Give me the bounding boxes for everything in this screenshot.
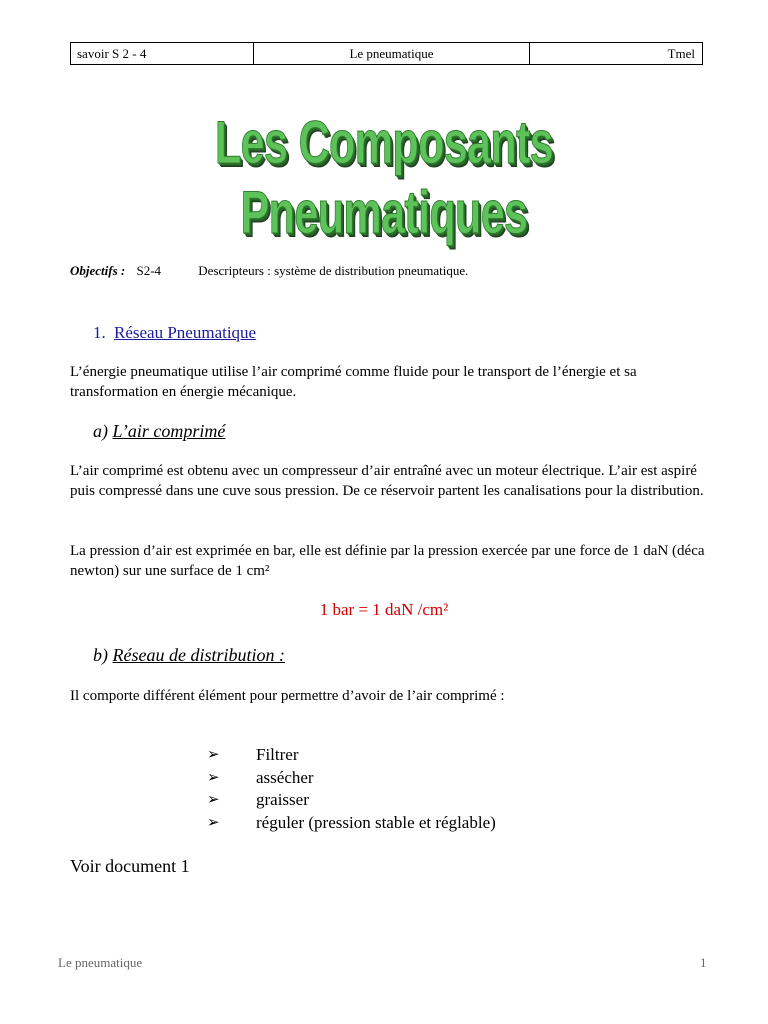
objectives-label: Objectifs : <box>70 263 126 278</box>
subsection-heading-a <box>93 421 225 442</box>
arrow-bullet-icon: ➢ <box>207 747 220 763</box>
intro-paragraph: L’énergie pneumatique utilise l’air comprimé comme fluide pour le transport de l’énergie et sa transformation en énergie mécanique. <box>70 364 637 400</box>
objectives-descriptors: Descripteurs : système de distribution pneumatique. <box>198 263 469 278</box>
list-item: ➢ graisser <box>207 789 496 812</box>
distribution-paragraph: Il comporte différent élément pour permettre d’avoir de l’air comprimé : <box>70 688 505 704</box>
air-paragraph-1: L’air comprimé est obtenu avec un compresseur d’air entraîné avec un moteur électrique. L’air est aspiré puis compressé dans une cuve sous pression. De ce réservoir partent les canalisations pour la distribution. <box>70 463 704 499</box>
section-title: Réseau Pneumatique <box>114 323 257 342</box>
arrow-bullet-icon: ➢ <box>207 814 220 831</box>
objectives-line <box>70 263 468 279</box>
list-item: ➢ assécher <box>207 767 496 790</box>
subsection-letter-b: b) <box>93 645 108 665</box>
header-savoir: savoir S 2 - 4 <box>71 43 254 64</box>
pressure-formula: 1 bar = 1 daN /cm² <box>319 600 449 619</box>
section-heading-1 <box>93 323 256 343</box>
header-table <box>70 42 703 65</box>
subsection-heading-b <box>93 645 285 666</box>
page-number: 1 <box>700 955 707 970</box>
footer-title: Le pneumatique <box>58 955 143 970</box>
see-document-note: Voir document 1 <box>70 856 190 876</box>
subsection-title-b: Réseau de distribution : <box>112 645 285 665</box>
list-item: ➢ Filtrer <box>207 744 496 767</box>
header-class: Tmel <box>667 45 695 61</box>
header-subject: Le pneumatique <box>254 43 530 64</box>
list-item: ➢ réguler (pression stable et réglable) <box>207 812 496 835</box>
air-paragraph-2: La pression d’air est exprimée en bar, elle est définie par la pression exercée par une force de 1 daN (déca newton) sur une surface de 1 cm² <box>70 543 705 579</box>
section-number: 1. <box>93 323 106 342</box>
objectives-code: S2-4 <box>136 263 162 278</box>
page-title: Les Composants Pneumatiques <box>215 109 553 246</box>
arrow-bullet-icon: ➢ <box>207 769 220 786</box>
subsection-title-a: L’air comprimé <box>112 421 226 441</box>
distribution-list <box>207 744 496 834</box>
arrow-bullet-icon: ➢ <box>207 792 220 808</box>
subsection-letter-a: a) <box>93 421 108 441</box>
